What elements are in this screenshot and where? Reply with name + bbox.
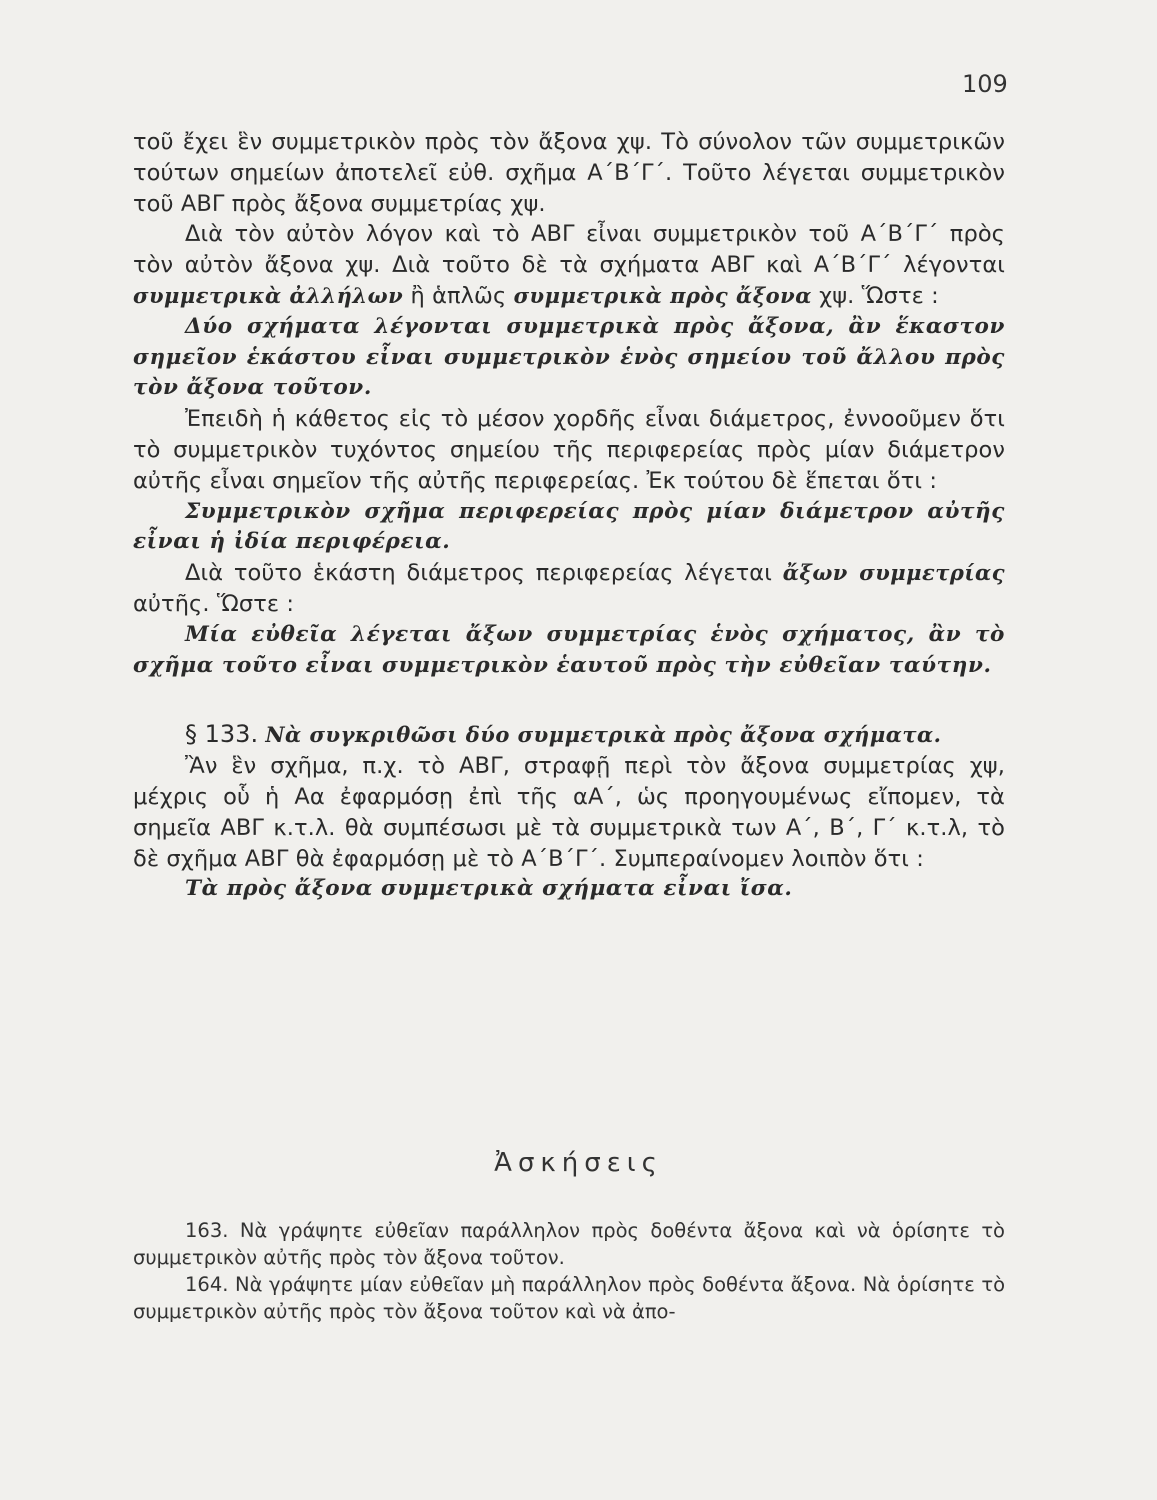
section-title: Νὰ συγκριθῶσι δύο συμμετρικὰ πρὸς ἄξονα σχήματα. — [265, 722, 942, 748]
definition-3: Μία εὐθεῖα λέγεται ἄξων συμμετρίας ἑνὸς σχήματος, ἂν τὸ σχῆμα τοῦτο εἶναι συμμετρικὸν ἑαυτοῦ πρὸς τὴν εὐθεῖαν ταύτην. — [133, 621, 1005, 678]
term-symmetric-to-each-other: συμμετρικὰ ἀλλήλων — [133, 282, 404, 308]
main-text — [133, 127, 1005, 905]
paragraph-4 — [133, 558, 1005, 620]
paragraph-4-text-c: αὐτῆς. Ὥστε : — [133, 590, 295, 617]
paragraph-2-text-e: χψ. Ὥστε : — [811, 282, 939, 309]
paragraph-2 — [133, 219, 1005, 311]
definition-2: Συμμετρικὸν σχῆμα περιφερείας πρὸς μίαν διάμετρον αὐτῆς εἶναι ἡ ἰδία περιφέρεια. — [133, 498, 1005, 555]
paragraph-4-text-a: Διὰ τοῦτο ἑκάστη διάμετρος περιφερείας λέγεται — [185, 560, 783, 587]
paragraph-1: τοῦ ἔχει ἓν συμμετρικὸν πρὸς τὸν ἄξονα χψ. Τὸ σύνολον τῶν συμμετρικῶν τούτων σημείων ἀποτελεῖ εὐθ. σχῆμα Α΄Β΄Γ΄. Τοῦτο λέγεται συμμετρικὸν τοῦ ΑΒΓ πρὸς ἄξονα συμμετρίας χψ. — [133, 129, 1005, 217]
definition-4: Τὰ πρὸς ἄξονα συμμετρικὰ σχήματα εἶναι ἴσα. — [185, 876, 793, 902]
paragraph-5: Ἂν ἓν σχῆμα, π.χ. τὸ ΑΒΓ, στραφῇ περὶ τὸν ἄξονα συμμετρίας χψ, μέχρις οὗ ἡ Αα ἐφαρμόσῃ ἐπὶ τῆς αΑ΄, ὡς προηγουμένως εἴπομεν, τὰ σημεῖα ΑΒΓ κ.τ.λ. θὰ συμπέσωσι μὲ τὰ συμμετρικὰ των Α΄, Β΄, Γ΄ κ.τ.λ, τὸ δὲ σχῆμα ΑΒΓ θὰ ἐφαρμόσῃ μὲ τὸ Α΄Β΄Γ΄. Συμπεραίνομεν λοιπὸν ὅτι : — [133, 753, 1005, 872]
paragraph-3: Ἐπειδὴ ἡ κάθετος εἰς τὸ μέσον χορδῆς εἶναι διάμετρος, ἐννοοῦμεν ὅτι τὸ συμμετρικὸν τυχόντος σημείου τῆς περιφερείας πρὸς μίαν διάμετρον αὐτῆς εἶναι σημεῖον τῆς αὐτῆς περιφερείας. Ἐκ τούτου δὲ ἕπεται ὅτι : — [133, 406, 1005, 494]
page-number: 109 — [962, 70, 1008, 98]
exercises-list — [133, 1217, 1005, 1325]
exercise-163: 163. Νὰ γράψητε εὐθεῖαν παράλληλον πρὸς δοθέντα ἄξονα καὶ νὰ ὁρίσητε τὸ συμμετρικὸν αὐτῆς πρὸς τὸν ἄξονα τοῦτον. — [133, 1219, 1005, 1269]
exercise-164: 164. Νὰ γράψητε μίαν εὐθεῖαν μὴ παράλληλον πρὸς δοθέντα ἄξονα. Νὰ ὁρίσητε τὸ συμμετρικὸν αὐτῆς πρὸς τὸν ἄξονα τοῦτον καὶ νὰ ἀπο- — [133, 1273, 1005, 1323]
paragraph-2-text-c: ἢ ἁπλῶς — [403, 282, 514, 309]
section-number: § 133. — [185, 720, 259, 749]
paragraph-2-text-a: Διὰ τὸν αὐτὸν λόγον καὶ τὸ ΑΒΓ εἶναι συμμετρικὸν τοῦ Α΄Β΄Γ΄ πρὸς τὸν αὐτὸν ἄξονα χψ. Διὰ τοῦτο δὲ τὰ σχήματα ΑΒΓ καὶ Α΄Β΄Γ΄ λέγονται — [133, 221, 1005, 279]
term-axis-of-symmetry: ἄξων συμμετρίας — [782, 560, 1005, 586]
section-133-heading — [133, 719, 1005, 751]
exercises-heading: Ἀσκήσεις — [494, 1148, 663, 1178]
term-symmetric-to-axis: συμμετρικὰ πρὸς ἄξονα — [513, 282, 812, 308]
definition-1: Δύο σχήματα λέγονται συμμετρικὰ πρὸς ἄξονα, ἂν ἕκαστον σημεῖον ἑκάστου εἶναι συμμετρικὸν ἑνὸς σημείου τοῦ ἄλλου πρὸς τὸν ἄξονα τοῦτον. — [133, 313, 1005, 401]
